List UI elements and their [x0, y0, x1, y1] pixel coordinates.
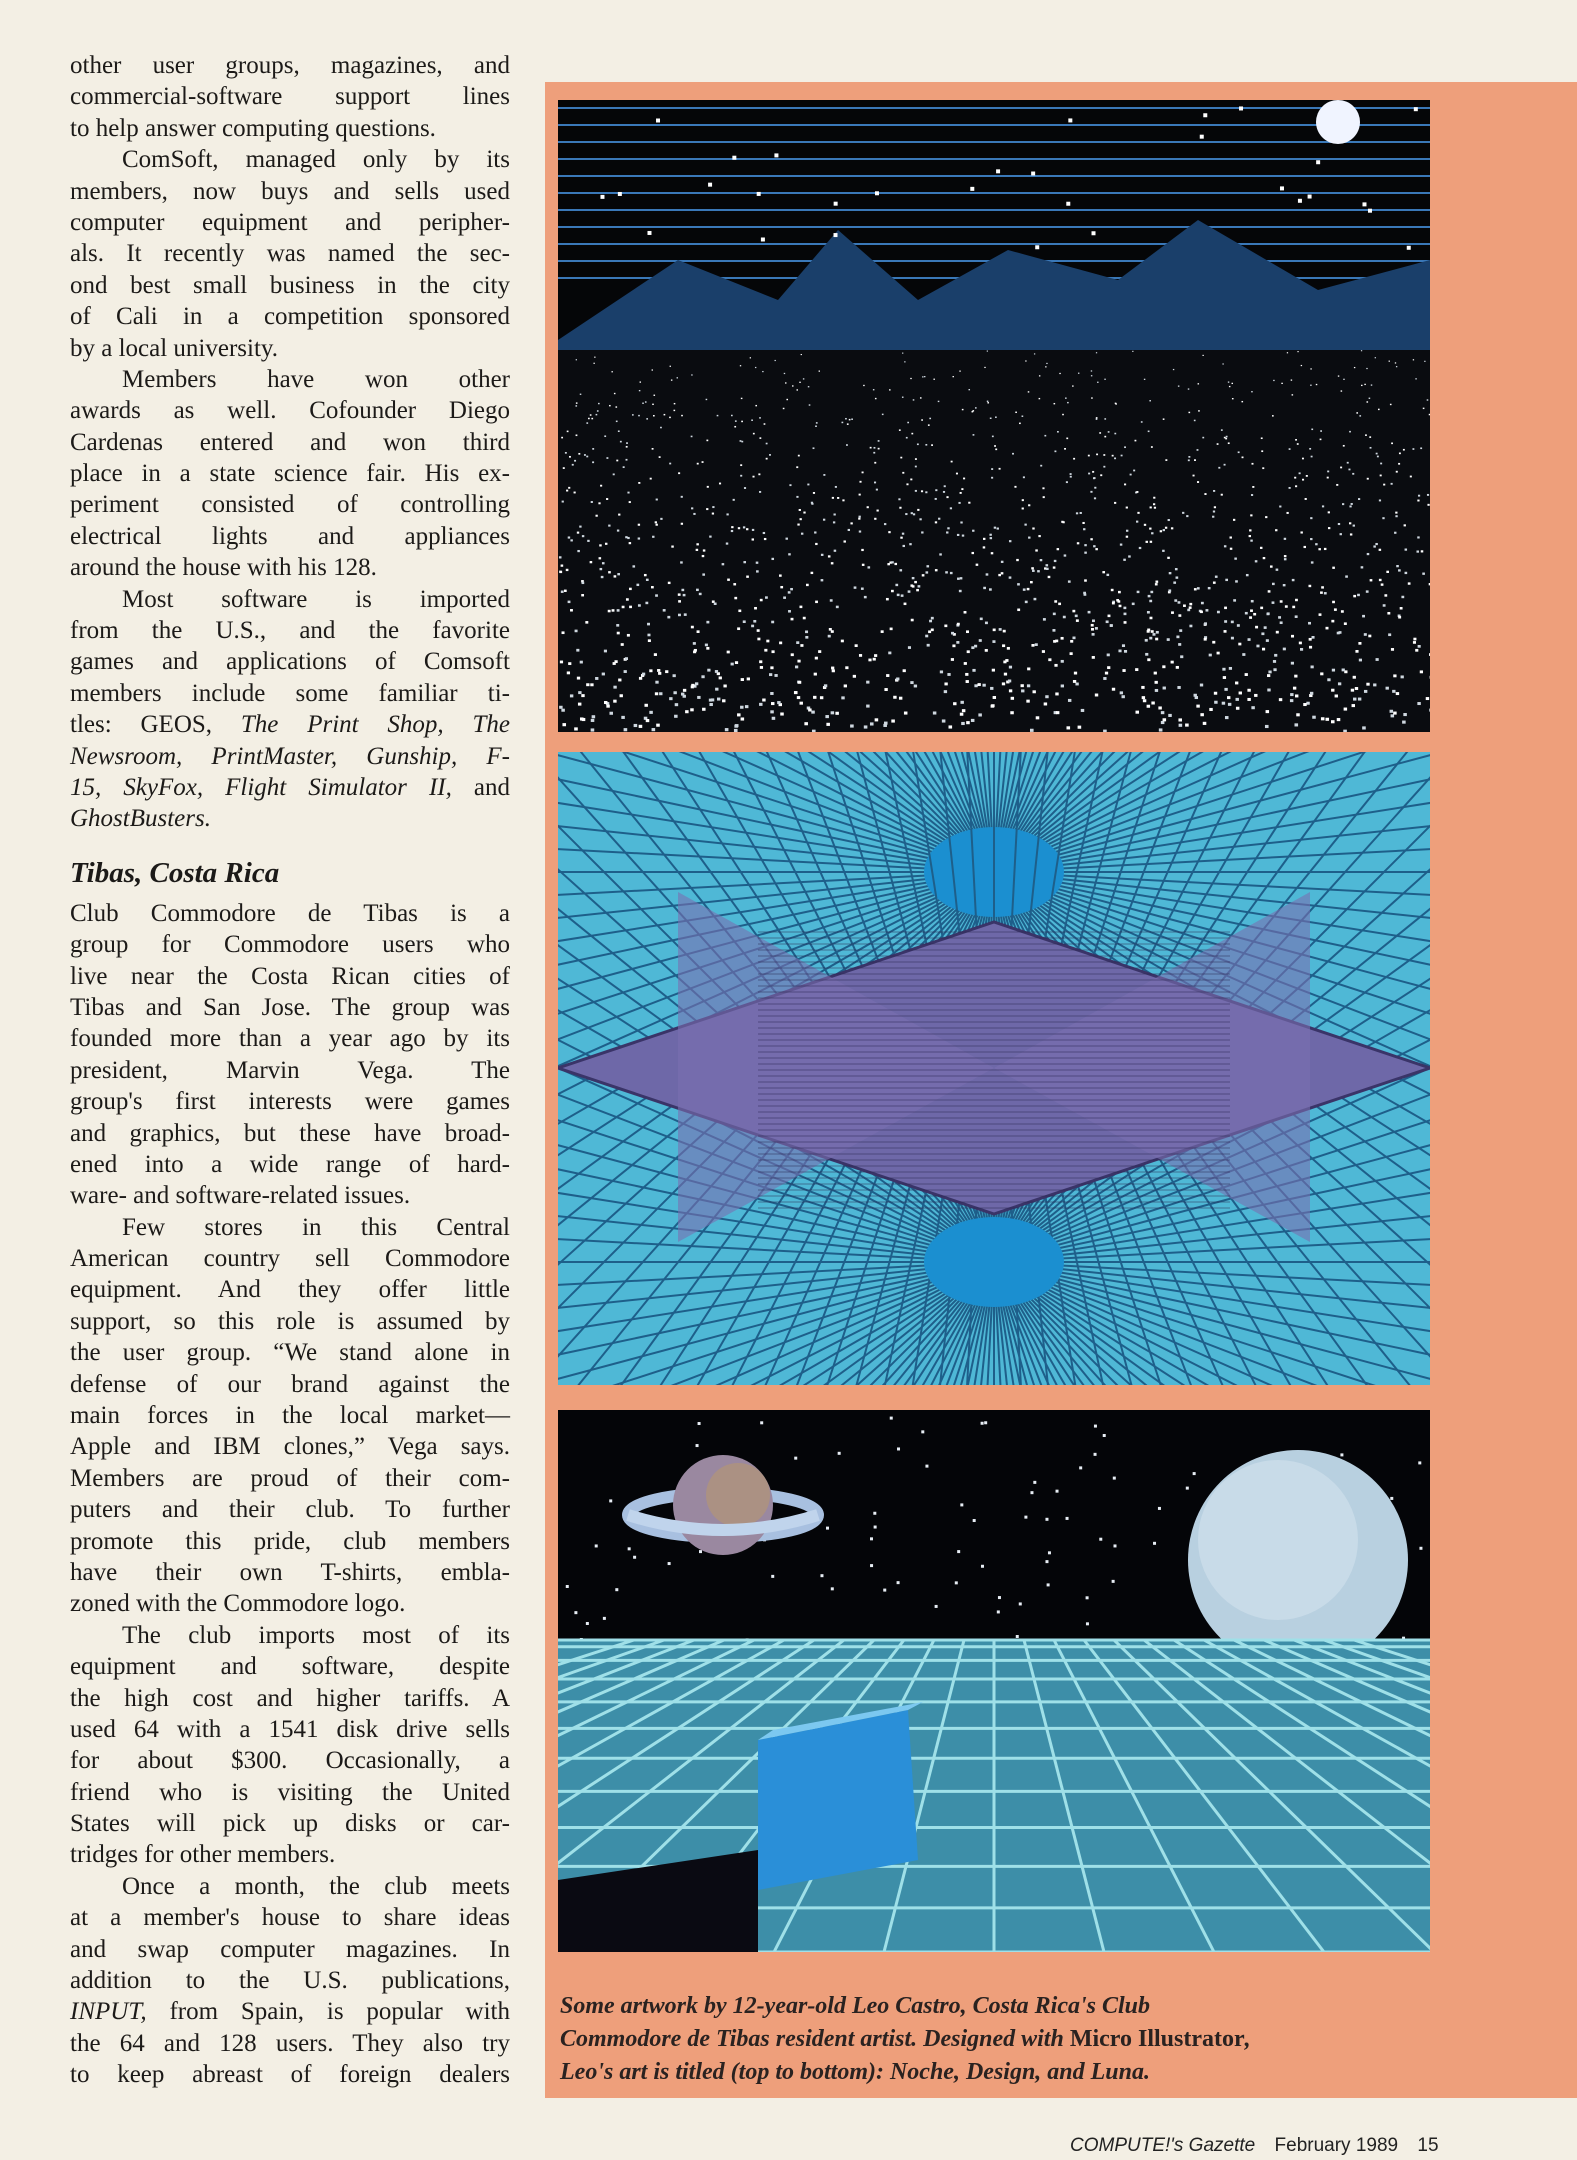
paragraph [70, 584, 510, 835]
text-line: have their own T-shirts, embla- [70, 1558, 510, 1586]
title-text: Newsroom, PrintMaster, Gunship, F- [70, 742, 510, 770]
publication-name: COMPUTE!'s Gazette [1070, 2135, 1256, 2156]
paragraph [70, 50, 510, 144]
text-line: promote this pride, club members [70, 1527, 510, 1555]
text-line: Members are proud of their com- [70, 1464, 510, 1492]
text-line: support, so this role is assumed by [70, 1307, 510, 1335]
software-name: Micro Illustrator [1069, 2026, 1245, 2052]
text-line: electrical lights and appliances [70, 522, 510, 550]
text-line: Few stores in this Central [122, 1213, 510, 1241]
text-line: commercial-software support lines [70, 83, 510, 111]
text-line: Club Commodore de Tibas is a [70, 899, 510, 927]
title-text: GhostBusters. [70, 805, 211, 833]
text-line: The club imports most of its [122, 1621, 510, 1649]
text-line: group for Commodore users who [70, 931, 510, 959]
text-line: place in a state science fair. His ex- [70, 460, 510, 488]
artwork-caption [560, 1990, 1480, 2089]
design-image [558, 752, 1430, 1385]
paragraph [70, 898, 510, 1212]
text-line: by a local university. [70, 334, 279, 362]
page-footer [1070, 2135, 1453, 2157]
text-line: and graphics, but these have broad- [70, 1119, 510, 1147]
text-segment: from Spain, is popular with [146, 1998, 510, 2026]
text-line: live near the Costa Rican cities of [70, 962, 510, 990]
text-line: and swap computer magazines. In [70, 1935, 510, 1963]
text-segment: and [451, 773, 510, 801]
text-line: Most software is imported [122, 585, 510, 613]
text-line: Tibas and San Jose. The group was [70, 993, 510, 1021]
paragraph [70, 364, 510, 584]
title-text: The Print Shop, The [240, 711, 510, 739]
text-line: equipment. And they offer little [70, 1276, 510, 1304]
text-line: from the U.S., and the favorite [70, 617, 510, 645]
paragraph [70, 1620, 510, 1871]
text-line: equipment and software, despite [70, 1653, 510, 1681]
text-segment: tles: GEOS, [70, 711, 241, 739]
text-line: other user groups, magazines, and [70, 52, 510, 79]
artwork-design [558, 752, 1430, 1385]
text-line: defense of our brand against the [70, 1370, 510, 1398]
artwork-luna [558, 1410, 1430, 1952]
text-line: zoned with the Commodore logo. [70, 1590, 406, 1618]
caption-line [560, 2023, 1480, 2056]
text-line: computer equipment and peripher- [70, 208, 510, 236]
title-text: INPUT, [70, 1998, 147, 2026]
text-line: of Cali in a competition sponsored [70, 303, 510, 331]
page-number: 15 [1417, 2135, 1439, 2156]
text-line [70, 772, 510, 803]
article-text-column [70, 50, 510, 2091]
text-line [70, 803, 510, 834]
text-line: to help answer computing questions. [70, 114, 436, 142]
text-line: tridges for other members. [70, 1841, 336, 1869]
text-line: the user group. “We stand alone in [70, 1339, 510, 1367]
text-line: group's first interests were games [70, 1088, 510, 1116]
text-line: Members have won other [122, 365, 510, 393]
text-line: main forces in the local market— [70, 1402, 510, 1430]
title-text: 15, SkyFox, Flight Simulator II, [70, 773, 452, 801]
text-line: periment consisted of controlling [70, 491, 510, 519]
noche-image [558, 100, 1430, 732]
luna-image [558, 1410, 1430, 1952]
text-line: founded more than a year ago by its [70, 1025, 510, 1053]
text-line: puters and their club. To further [70, 1496, 510, 1524]
text-line: for about $300. Occasionally, a [70, 1747, 510, 1775]
caption-text: , [1244, 2026, 1251, 2052]
text-line [70, 741, 510, 772]
text-line: awards as well. Cofounder Diego [70, 397, 510, 425]
text-line: members, now buys and sells used [70, 177, 510, 205]
article-paragraphs-before [70, 50, 510, 835]
paragraph [70, 144, 510, 364]
text-line: ond best small business in the city [70, 271, 510, 299]
caption-line: Some artwork by 12-year-old Leo Castro, Costa Rica's Club [560, 1993, 1151, 2019]
paragraph [70, 1212, 510, 1620]
text-line: ComSoft, managed only by its [122, 146, 510, 174]
text-line: games and applications of Comsoft [70, 648, 510, 676]
article-paragraphs-after [70, 898, 510, 2091]
text-line: ware- and software-related issues. [70, 1182, 411, 1210]
section-heading: Tibas, Costa Rica [70, 856, 280, 889]
text-line: friend who is visiting the United [70, 1778, 510, 1806]
text-line: members include some familiar ti- [70, 679, 510, 707]
text-line [70, 1996, 510, 2027]
text-line: als. It recently was named the sec- [70, 240, 510, 268]
text-line: Cardenas entered and won third [70, 428, 510, 456]
text-line: Once a month, the club meets [122, 1872, 510, 1900]
text-line: the high cost and higher tariffs. A [70, 1684, 510, 1712]
text-line: to keep abreast of foreign dealers [70, 2061, 510, 2089]
issue-date: February 1989 [1274, 2135, 1399, 2156]
text-line: at a member's house to share ideas [70, 1904, 510, 1932]
paragraph [70, 1871, 510, 2091]
caption-line: Leo's art is titled (top to bottom): Noche, Design, and Luna. [560, 2059, 1151, 2085]
text-line: president, Marvin Vega. The [70, 1056, 510, 1084]
text-line: the 64 and 128 users. They also try [70, 2029, 510, 2057]
text-line: addition to the U.S. publications, [70, 1967, 510, 1995]
artwork-noche [558, 100, 1430, 732]
caption-text: Commodore de Tibas resident artist. Designed with [560, 2026, 1070, 2052]
text-line: American country sell Commodore [70, 1245, 510, 1273]
text-line: States will pick up disks or car- [70, 1810, 510, 1838]
text-line [70, 709, 510, 740]
text-line: Apple and IBM clones,” Vega says. [70, 1433, 510, 1461]
text-line: around the house with his 128. [70, 554, 377, 582]
text-line: ened into a wide range of hard- [70, 1150, 510, 1178]
text-line: used 64 with a 1541 disk drive sells [70, 1715, 510, 1743]
